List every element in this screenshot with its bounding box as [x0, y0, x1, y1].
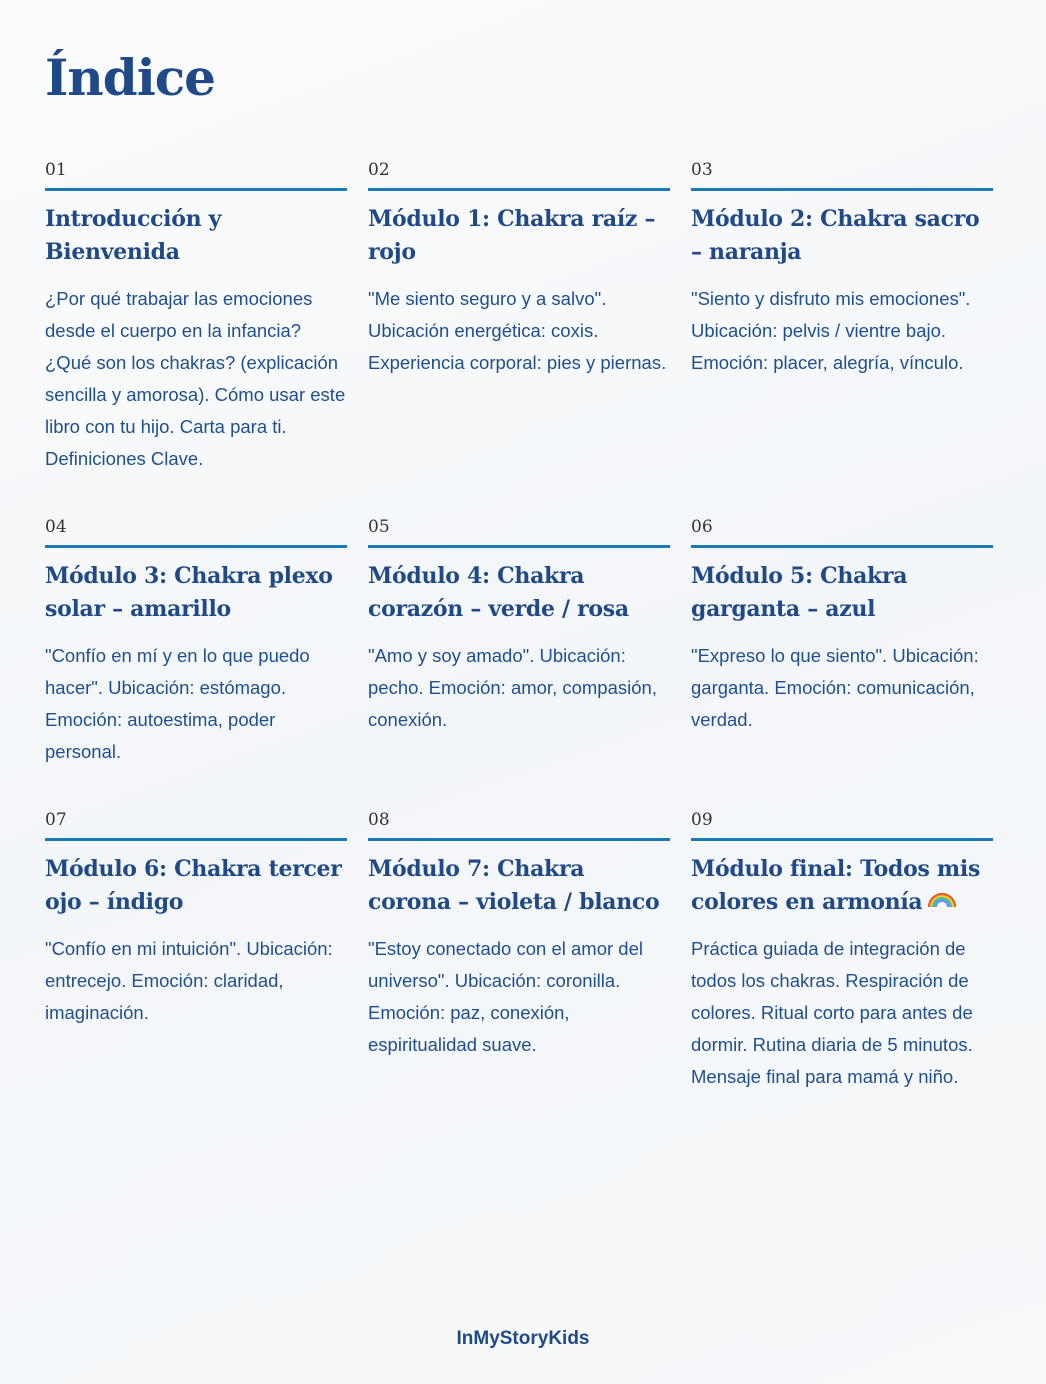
divider — [691, 545, 993, 548]
entry-title: Módulo 2: Chakra sacro – naranja — [691, 206, 980, 265]
index-entry — [45, 515, 347, 768]
entry-title: Módulo 7: Chakra corona – violeta / blanco — [368, 856, 660, 915]
divider — [45, 838, 347, 841]
entry-number: 03 — [691, 160, 713, 180]
divider — [691, 838, 993, 841]
entry-description: "Confío en mí y en lo que puedo hacer". Ubicación: estómago. Emoción: autoestima, poder personal. — [45, 645, 310, 762]
index-entry — [368, 158, 670, 475]
entry-title: Módulo 5: Chakra garganta – azul — [691, 563, 908, 622]
index-entry — [45, 808, 347, 1093]
index-entry — [368, 515, 670, 768]
divider — [368, 838, 670, 841]
entry-title: Módulo 1: Chakra raíz – rojo — [368, 206, 656, 265]
entry-number: 05 — [368, 517, 390, 537]
entry-number: 08 — [368, 810, 390, 830]
entry-description: ¿Por qué trabajar las emociones desde el cuerpo en la infancia? ¿Qué son los chakras? (explicación sencilla y amorosa). Cómo usar este libro con tu hijo. Carta para ti. Definiciones Clave. — [45, 288, 346, 469]
entry-title-wrap — [691, 853, 993, 919]
page-title: Índice — [45, 48, 215, 107]
entry-number: 02 — [368, 160, 390, 180]
entry-title: Módulo final: Todos mis colores en armonía — [691, 856, 981, 915]
entry-description: "Expreso lo que siento". Ubicación: garganta. Emoción: comunicación, verdad. — [691, 645, 979, 730]
index-entry — [45, 158, 347, 475]
divider — [368, 545, 670, 548]
entry-description: Práctica guiada de integración de todos los chakras. Respiración de colores. Ritual corto para antes de dormir. Rutina diaria de 5 minutos. Mensaje final para mamá y niño. — [691, 938, 973, 1087]
entry-number: 01 — [45, 160, 67, 180]
index-entry — [691, 515, 993, 768]
index-entry — [368, 808, 670, 1093]
index-entry — [691, 808, 993, 1093]
index-grid — [45, 158, 993, 1093]
rainbow-icon — [928, 893, 956, 907]
brand-footer: InMyStoryKids — [456, 1328, 590, 1349]
entry-description: "Estoy conectado con el amor del universo". Ubicación: coronilla. Emoción: paz, conexión, espiritualidad suave. — [368, 938, 643, 1055]
entry-title: Introducción y Bienvenida — [45, 206, 222, 265]
entry-title: Módulo 4: Chakra corazón – verde / rosa — [368, 563, 629, 622]
entry-description: "Me siento seguro y a salvo". Ubicación energética: coxis. Experiencia corporal: pies y piernas. — [368, 288, 667, 373]
entry-number: 06 — [691, 517, 713, 537]
divider — [45, 188, 347, 191]
divider — [45, 545, 347, 548]
entry-title: Módulo 6: Chakra tercer ojo – índigo — [45, 856, 342, 915]
entry-number: 07 — [45, 810, 67, 830]
entry-number: 04 — [45, 517, 67, 537]
entry-description: "Siento y disfruto mis emociones". Ubicación: pelvis / vientre bajo. Emoción: placer, alegría, vínculo. — [691, 288, 971, 373]
entry-description: "Confío en mi intuición". Ubicación: entrecejo. Emoción: claridad, imaginación. — [45, 938, 333, 1023]
entry-title: Módulo 3: Chakra plexo solar – amarillo — [45, 563, 333, 622]
divider — [691, 188, 993, 191]
entry-description: "Amo y soy amado". Ubicación: pecho. Emoción: amor, compasión, conexión. — [368, 645, 657, 730]
divider — [368, 188, 670, 191]
index-entry — [691, 158, 993, 475]
entry-number: 09 — [691, 810, 713, 830]
